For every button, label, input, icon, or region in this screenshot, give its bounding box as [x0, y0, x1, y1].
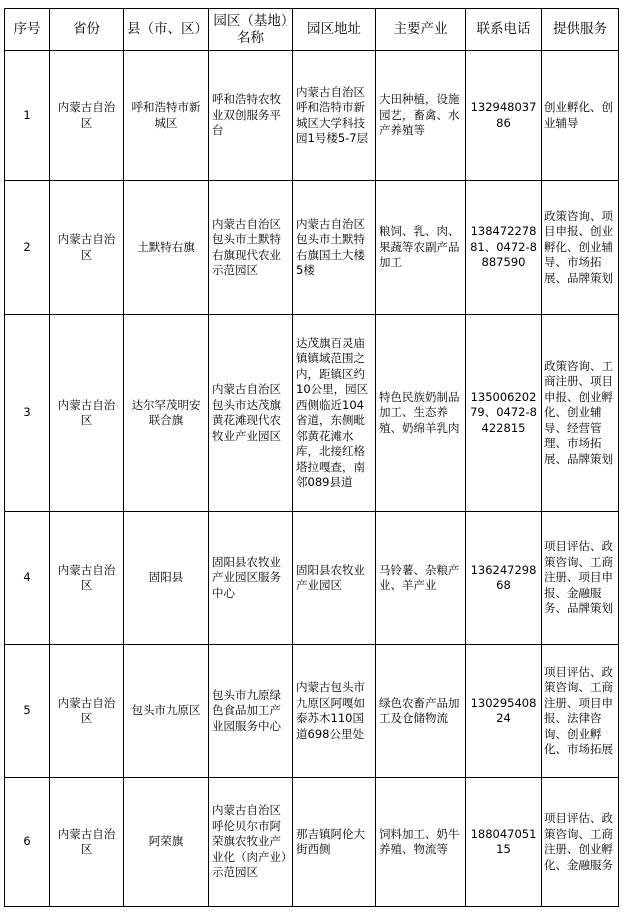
cell-address: 达茂旗百灵庙镇镇域范围之内，距镇区约10公里，园区西侧临近104省道，东侧毗邻黄花滩水库，北接红格塔拉嘎查，南邻089县道 — [293, 315, 376, 512]
table-row — [5, 315, 619, 512]
cell-county: 包头市九原区 — [124, 645, 209, 778]
cell-province: 内蒙古自治区 — [50, 51, 124, 181]
cell-industry: 马铃薯、杂粮产业、羊产业 — [376, 512, 466, 645]
cell-park: 呼和浩特农牧业双创服务平台 — [209, 51, 293, 181]
cell-park: 包头市九原绿色食品加工产业园服务中心 — [209, 645, 293, 778]
cell-phone: 13029540824 — [466, 645, 542, 778]
header-address: 园区地址 — [293, 9, 376, 51]
cell-index: 3 — [5, 315, 50, 512]
table-row — [5, 645, 619, 778]
cell-industry: 饲料加工、奶牛养殖、物流等 — [376, 778, 466, 907]
cell-index: 4 — [5, 512, 50, 645]
header-province: 省份 — [50, 9, 124, 51]
cell-industry: 特色民族奶制品加工、生态养殖、奶绵羊乳肉 — [376, 315, 466, 512]
cell-province: 内蒙古自治区 — [50, 181, 124, 315]
cell-county: 阿荣旗 — [124, 778, 209, 907]
cell-index: 5 — [5, 645, 50, 778]
cell-services: 政策咨询、工商注册、项目申报、创业孵化、创业辅导、经营管理、市场拓展、品牌策划 — [542, 315, 619, 512]
cell-address: 内蒙古自治区包头市土默特右旗国土大楼5楼 — [293, 181, 376, 315]
table-row — [5, 778, 619, 907]
cell-county: 达尔罕茂明安联合旗 — [124, 315, 209, 512]
cell-industry: 绿色农畜产品加工及仓储物流 — [376, 645, 466, 778]
cell-phone: 13500620279、0472-8422815 — [466, 315, 542, 512]
cell-phone: 18804705115 — [466, 778, 542, 907]
cell-county: 土默特右旗 — [124, 181, 209, 315]
header-county: 县（市、区） — [124, 9, 209, 51]
cell-services: 项目评估、政策咨询、工商注册、创业孵化、金融服务 — [542, 778, 619, 907]
header-park: 园区（基地）名称 — [209, 9, 293, 51]
cell-park: 固阳县农牧业产业园区服务中心 — [209, 512, 293, 645]
agri-park-table — [4, 8, 619, 907]
cell-index: 6 — [5, 778, 50, 907]
table-row — [5, 181, 619, 315]
cell-address: 那吉镇阿伦大街西侧 — [293, 778, 376, 907]
cell-province: 内蒙古自治区 — [50, 778, 124, 907]
cell-address: 内蒙古包头市九原区阿嘎如泰苏木110国道698公里处 — [293, 645, 376, 778]
cell-province: 内蒙古自治区 — [50, 645, 124, 778]
cell-county: 呼和浩特市新城区 — [124, 51, 209, 181]
cell-industry: 粮饲、乳、肉、果蔬等农副产品加工 — [376, 181, 466, 315]
header-index: 序号 — [5, 9, 50, 51]
header-services: 提供服务 — [542, 9, 619, 51]
cell-services: 项目评估、政策咨询、工商注册、项目申报、金融服务、品牌策划 — [542, 512, 619, 645]
cell-index: 1 — [5, 51, 50, 181]
cell-province: 内蒙古自治区 — [50, 315, 124, 512]
header-industry: 主要产业 — [376, 9, 466, 51]
header-phone: 联系电话 — [466, 9, 542, 51]
cell-province: 内蒙古自治区 — [50, 512, 124, 645]
cell-phone: 13294803786 — [466, 51, 542, 181]
cell-park: 内蒙古自治区包头市达茂旗黄花滩现代农牧业产业园区 — [209, 315, 293, 512]
cell-county: 固阳县 — [124, 512, 209, 645]
cell-phone: 13624729868 — [466, 512, 542, 645]
cell-index: 2 — [5, 181, 50, 315]
cell-park: 内蒙古自治区呼伦贝尔市阿荣旗农牧业产业化（肉产业）示范园区 — [209, 778, 293, 907]
table-row — [5, 51, 619, 181]
table-row — [5, 512, 619, 645]
cell-phone: 13847227881、0472-8887590 — [466, 181, 542, 315]
table-header-row — [5, 9, 619, 51]
cell-park: 内蒙古自治区包头市土默特右旗现代农业示范园区 — [209, 181, 293, 315]
cell-address: 内蒙古自治区呼和浩特市新城区大学科技园1号楼5-7层 — [293, 51, 376, 181]
cell-address: 固阳县农牧业产业园区 — [293, 512, 376, 645]
cell-industry: 大田种植，设施园艺，畜禽、水产养殖等 — [376, 51, 466, 181]
cell-services: 创业孵化、创业辅导 — [542, 51, 619, 181]
cell-services: 政策咨询、项目申报、创业孵化、创业辅导、市场拓展、品牌策划 — [542, 181, 619, 315]
cell-services: 项目评估、政策咨询、工商注册、项目申报、法律咨询、创业孵化、市场拓展 — [542, 645, 619, 778]
